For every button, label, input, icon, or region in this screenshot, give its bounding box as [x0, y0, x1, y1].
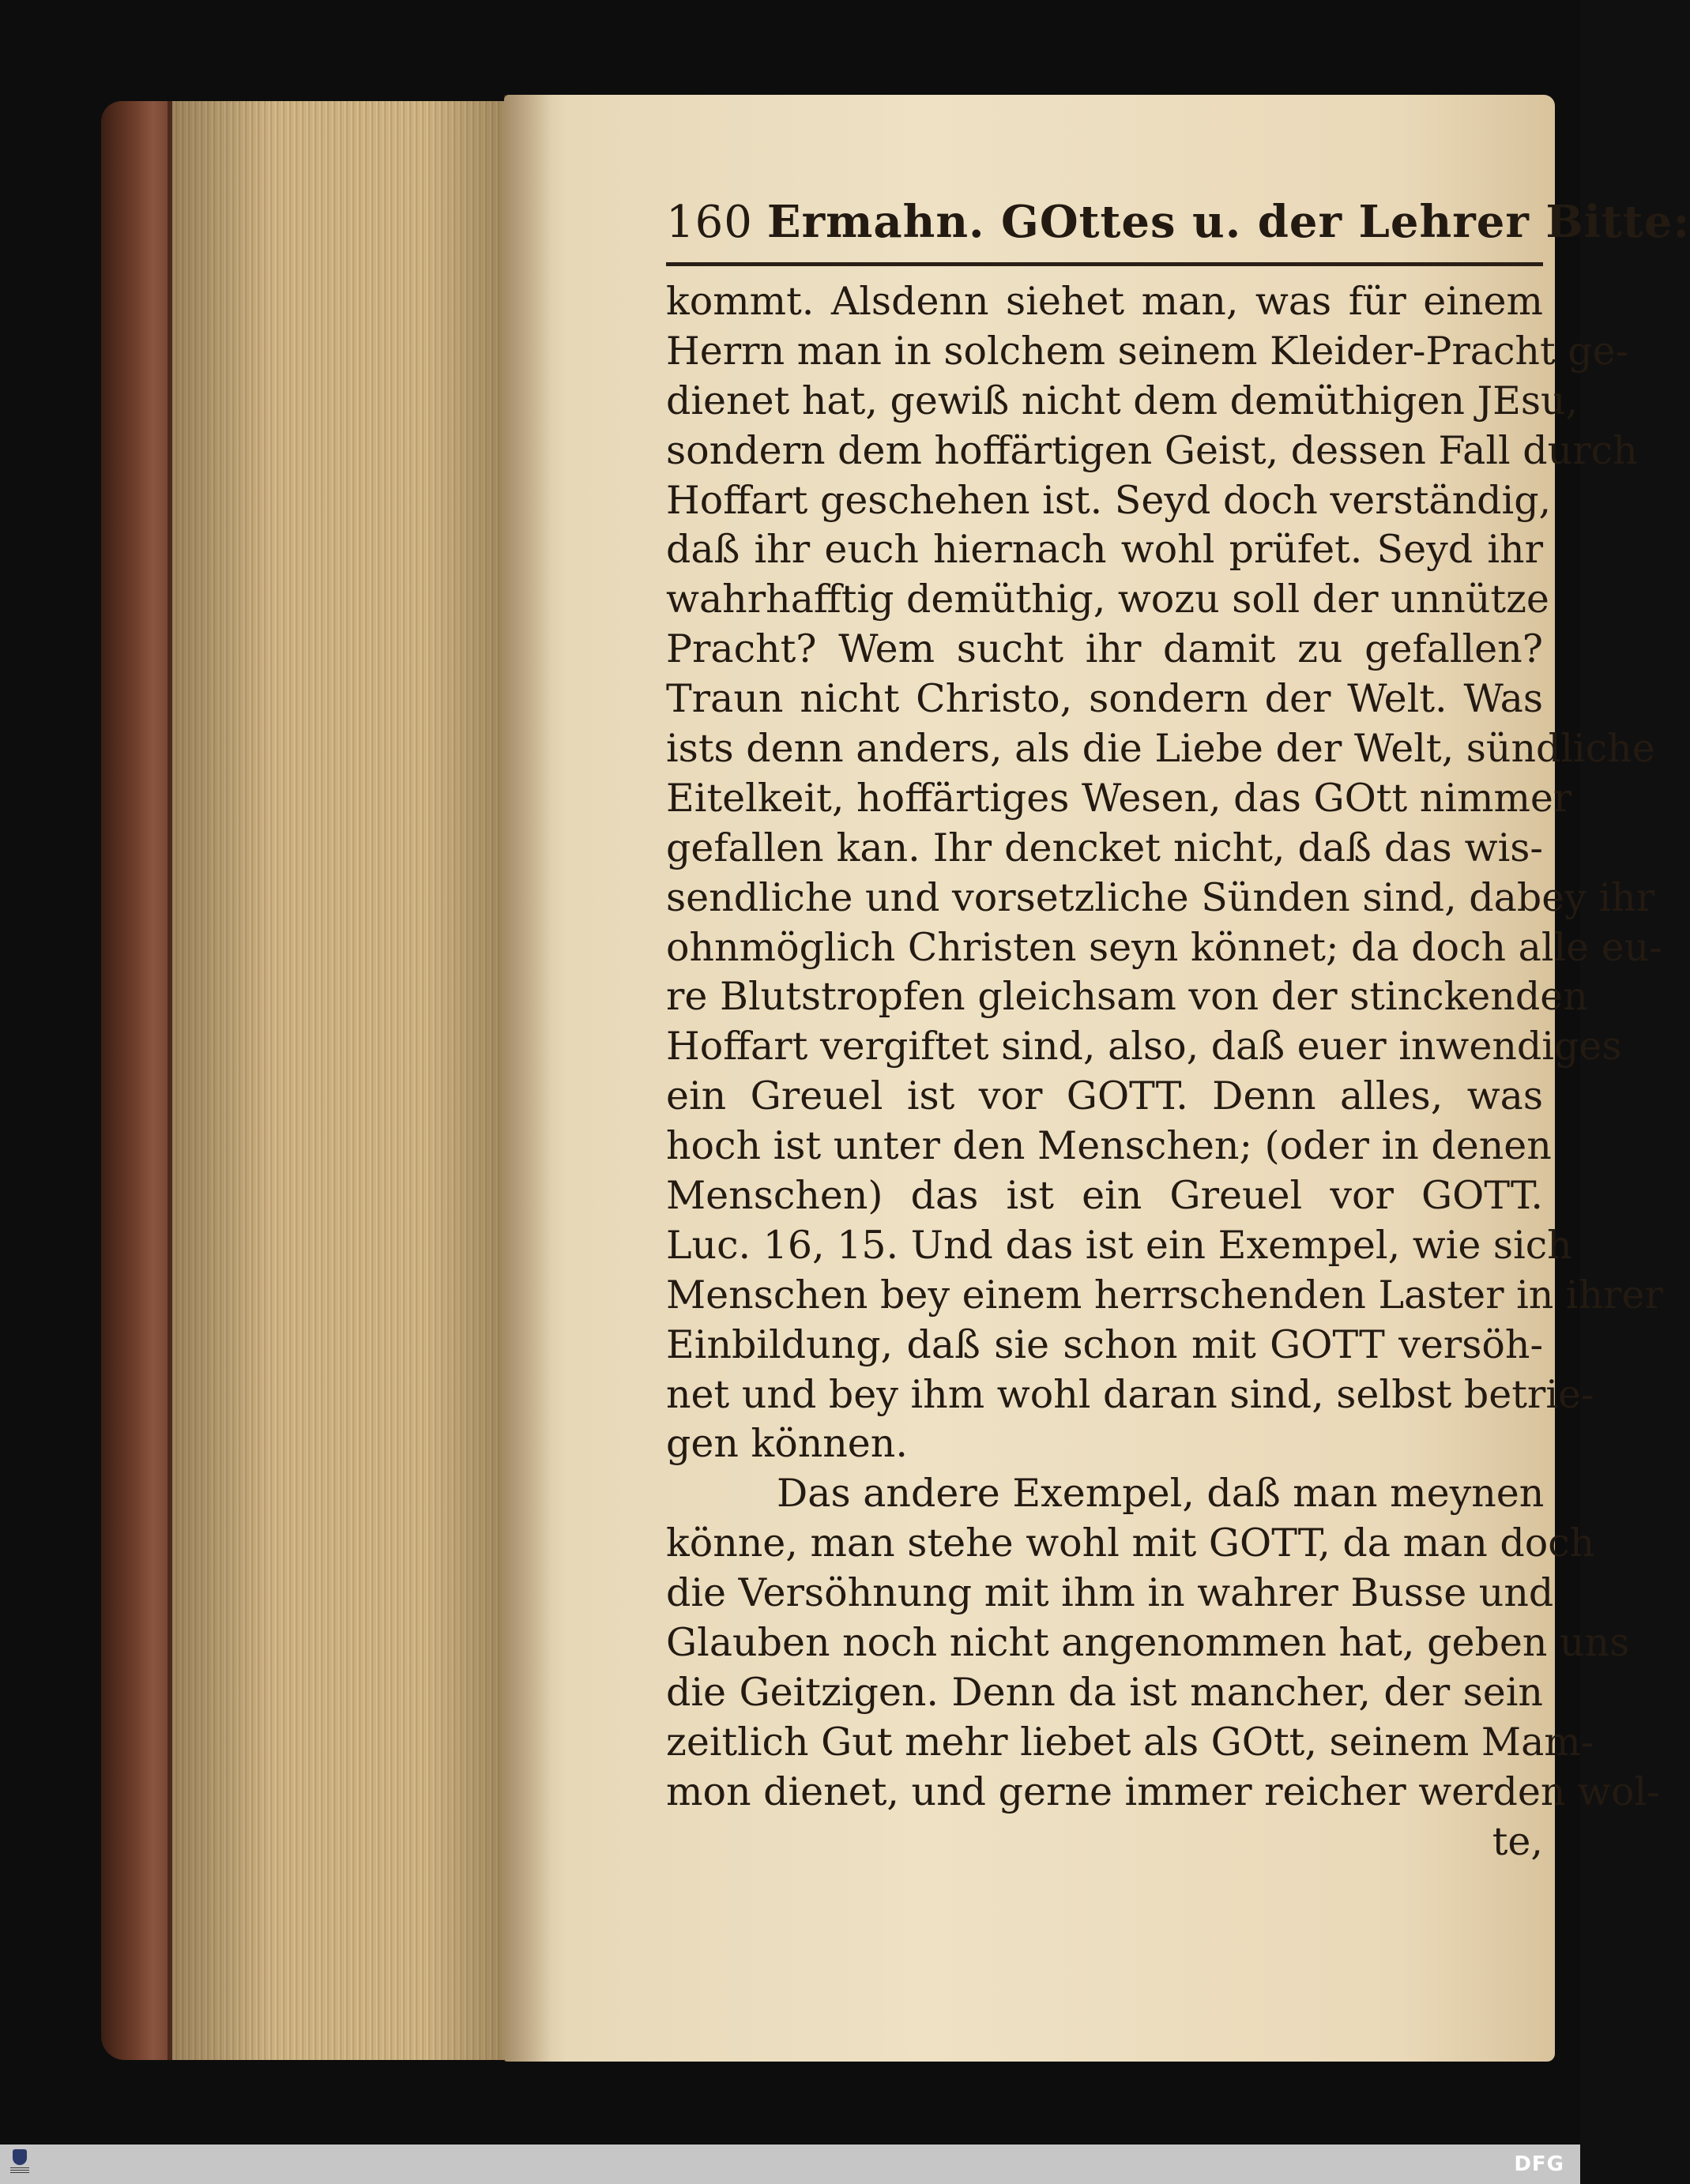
text-line: zeitlich Gut mehr liebet als GOtt, seinem Mam-	[666, 1719, 1594, 1765]
page-number: 160	[666, 197, 753, 248]
text-line: Eitelkeit, hoffärtiges Wesen, das GOtt nimmer	[666, 775, 1572, 821]
text-line: sendliche und vorsetzliche Sünden sind, dabey ihr	[666, 874, 1655, 920]
text-line: Hoffart geschehen ist. Seyd doch verständig,	[666, 477, 1552, 523]
text-line: Hoffart vergiftet sind, also, daß euer inwendiges	[666, 1024, 1622, 1069]
header-rule	[666, 262, 1543, 266]
viewer-footer	[0, 2145, 1580, 2184]
library-crest-icon	[9, 2149, 30, 2179]
text-line: ein Greuel ist vor GOTT. Denn alles, was	[666, 1073, 1543, 1119]
text-line: ists denn anders, als die Liebe der Welt, sündliche	[666, 726, 1655, 772]
text-line: Glauben noch nicht angenommen hat, geben uns	[666, 1620, 1630, 1666]
page-content	[666, 196, 1690, 1867]
book-page	[504, 95, 1690, 2062]
text-line: Luc. 16, 15. Und das ist ein Exempel, wie sich	[666, 1222, 1572, 1268]
text-line: gen können.	[666, 1421, 908, 1467]
page-edges	[167, 101, 512, 2060]
text-line: Pracht? Wem sucht ihr damit zu gefallen?	[666, 626, 1543, 672]
text-line: Traun nicht Christo, sondern der Welt. Was	[666, 676, 1543, 722]
text-line: ohnmöglich Christen seyn könnet; da doch alle eu-	[666, 924, 1662, 970]
text-line: könne, man stehe wohl mit GOTT, da man doch	[666, 1521, 1595, 1566]
text-line: daß ihr euch hiernach wohl prüfet. Seyd ihr	[666, 527, 1543, 573]
page-header	[666, 196, 1690, 257]
text-line: gefallen kan. Ihr dencket nicht, daß das wis-	[666, 825, 1543, 870]
text-line: re Blutstropfen gleichsam von der stinckenden	[666, 974, 1588, 1020]
text-line: die Versöhnung mit ihm in wahrer Busse und	[666, 1570, 1554, 1616]
text-line: hoch ist unter den Menschen; (oder in denen	[666, 1123, 1552, 1169]
text-line: dienet hat, gewiß nicht dem demüthigen JEsu,	[666, 378, 1579, 423]
text-line: Herrn man in solchem seinem Kleider-Pracht ge-	[666, 328, 1629, 374]
text-line: Einbildung, daß sie schon mit GOTT versöh-	[666, 1321, 1543, 1367]
catchword: te,	[1492, 1818, 1543, 1864]
text-line: sondern dem hoffärtigen Geist, dessen Fall durch	[666, 427, 1638, 473]
text-line: mon dienet, und gerne immer reicher werden wol-	[666, 1769, 1660, 1814]
text-line: kommt. Alsdenn siehet man, was für einem	[666, 279, 1543, 324]
text-line: Menschen) das ist ein Greuel vor GOTT.	[666, 1173, 1543, 1219]
text-line: die Geitzigen. Denn da ist mancher, der sein	[666, 1669, 1543, 1715]
text-line: Menschen bey einem herrschenden Laster in ihrer	[666, 1272, 1663, 1318]
text-line: net und bey ihm wohl daran sind, selbst betrie-	[666, 1371, 1594, 1417]
running-head: Ermahn. GOttes u. der Lehrer Bitte:	[766, 196, 1690, 248]
text-block	[666, 277, 1663, 1817]
dfg-logo: DFG	[1514, 2152, 1564, 2176]
text-line: Das andere Exempel, daß man meynen	[777, 1471, 1545, 1517]
text-line: wahrhafftig demüthig, wozu soll der unnütze	[666, 577, 1549, 622]
